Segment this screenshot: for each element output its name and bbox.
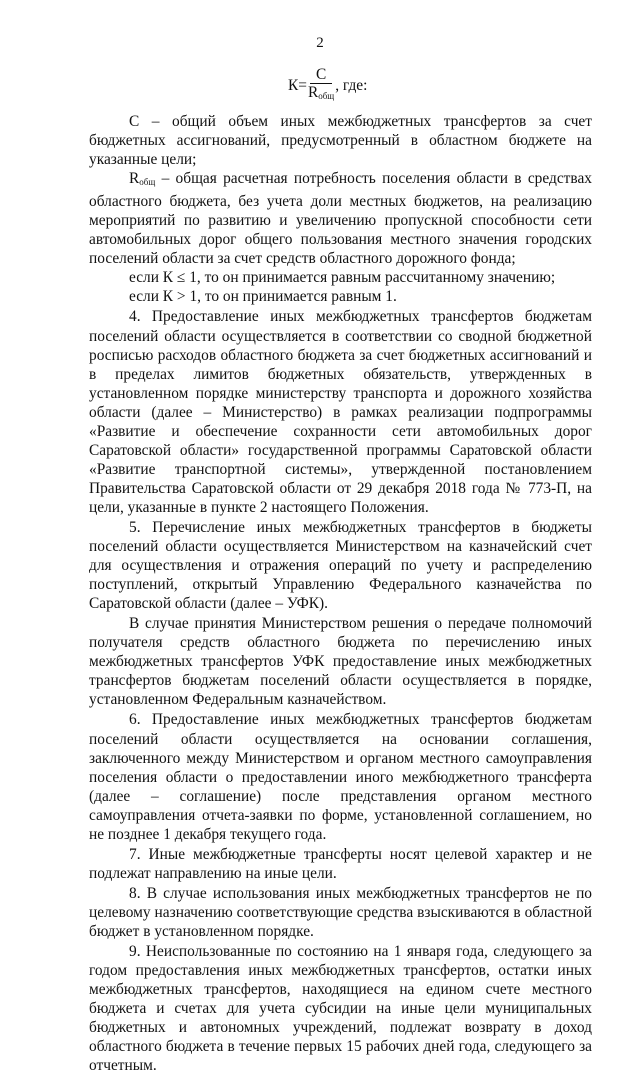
paragraph-item-9: 9. Неиспользованные по состоянию на 1 января года, следующего за годом предоставления иных межбюджетных трансфертов, остатки иных межбюджетных трансфертов, находящиеся на едином счете местного бюджета и счетах для учета субсидии на иные цели муниципальных бюджетных и автономных учреждений, подлежат возврату в доход областного бюджета в течение первых 15 рабочих дней года, следующего за отчетным. — [89, 943, 592, 1075]
formula-suffix: , где: — [335, 76, 368, 94]
formula-fraction — [308, 66, 334, 105]
paragraph-item-6: 6. Предоставление иных межбюджетных трансфертов бюджетам поселений области осуществляется на основании соглашения, заключенного между Министерством и органом местного самоуправления поселения области о предоставлении иного межбюджетного трансферта (далее – соглашение) после представления органом местного самоуправления отчета-заявки по форме, установленной соглашением, но не позднее 1 декабря текущего года. — [89, 711, 592, 843]
coefficient-formula — [288, 66, 367, 105]
paragraph-k-le-1: если К ≤ 1, то он принимается равным рассчитанному значению; — [129, 269, 556, 287]
formula-denominator-symbol: R — [307, 84, 319, 101]
paragraph-ufk-powers: В случае принятия Министерством решения о передаче полномочий получателя средств областного бюджета по перечислению иных межбюджетных трансфертов УФК предоставление иных межбюджетных трансфертов бюджетам поселений области осуществляется в порядке, установленном Федеральным казначейством. — [89, 615, 592, 709]
paragraph-item-4: 4. Предоставление иных межбюджетных трансфертов бюджетам поселений области осуществляется в соответствии со сводной бюджетной росписью расходов областного бюджета за счет бюджетных ассигнований и в пределах лимитов бюджетных обязательств, утвержденных в установленном порядке министерству транспорта и дорожного хозяйства области (далее – Министерство) в рамках реализации подпрограммы «Развитие и обеспечение сохранности сети автомобильных дорог Саратовской области» государственной программы Саратовской области «Развитие транспортной системы», утвержденной постановлением Правительства Саратовской области от 29 декабря 2018 года № 773-П, на цели, указанные в пункте 2 настоящего Положения. — [89, 308, 592, 516]
page-number: 2 — [316, 35, 324, 51]
formula-denominator-subscript: общ — [318, 91, 335, 101]
document-body — [89, 112, 592, 1075]
paragraph-k-gt-1: если К > 1, то он принимается равным 1. — [129, 288, 397, 306]
r-subscript: общ — [139, 177, 156, 188]
formula-numerator: С — [310, 66, 332, 84]
r-definition-text: – общая расчетная потребность поселения области в средствах областного бюджета, без учета доли местных бюджетов, на реализацию мероприятий по развитию и увеличению пропускной способности сети автомобильных дорог общего пользования местного значения городских поселений области за счет средств областного дорожного фонда; — [89, 170, 592, 268]
paragraph-c-definition: С – общий объем иных межбюджетных трансфертов за счет бюджетных ассигнований, предусмотренный в областном бюджете на указанные цели; — [89, 113, 592, 169]
paragraph-item-5: 5. Перечисление иных межбюджетных трансфертов в бюджеты поселений области осуществляется Министерством на казначейский счет для осуществления и отражения операций по учету и распределению поступлений, открытый Управлению Федерального казначейства по Саратовской области (далее – УФК). — [89, 518, 592, 613]
paragraph-r-definition — [89, 169, 592, 268]
r-symbol: R — [129, 170, 140, 188]
paragraph-item-8: 8. В случае использования иных межбюджетных трансфертов не по целевому назначению соответствующие средства взыскиваются в областной бюджет в установленном порядке. — [89, 884, 592, 940]
formula-lhs: К= — [288, 76, 307, 94]
formula-denominator — [308, 84, 334, 105]
paragraph-item-7: 7. Иные межбюджетные трансферты носят целевой характер и не подлежат направлению на иные цели. — [89, 845, 592, 882]
